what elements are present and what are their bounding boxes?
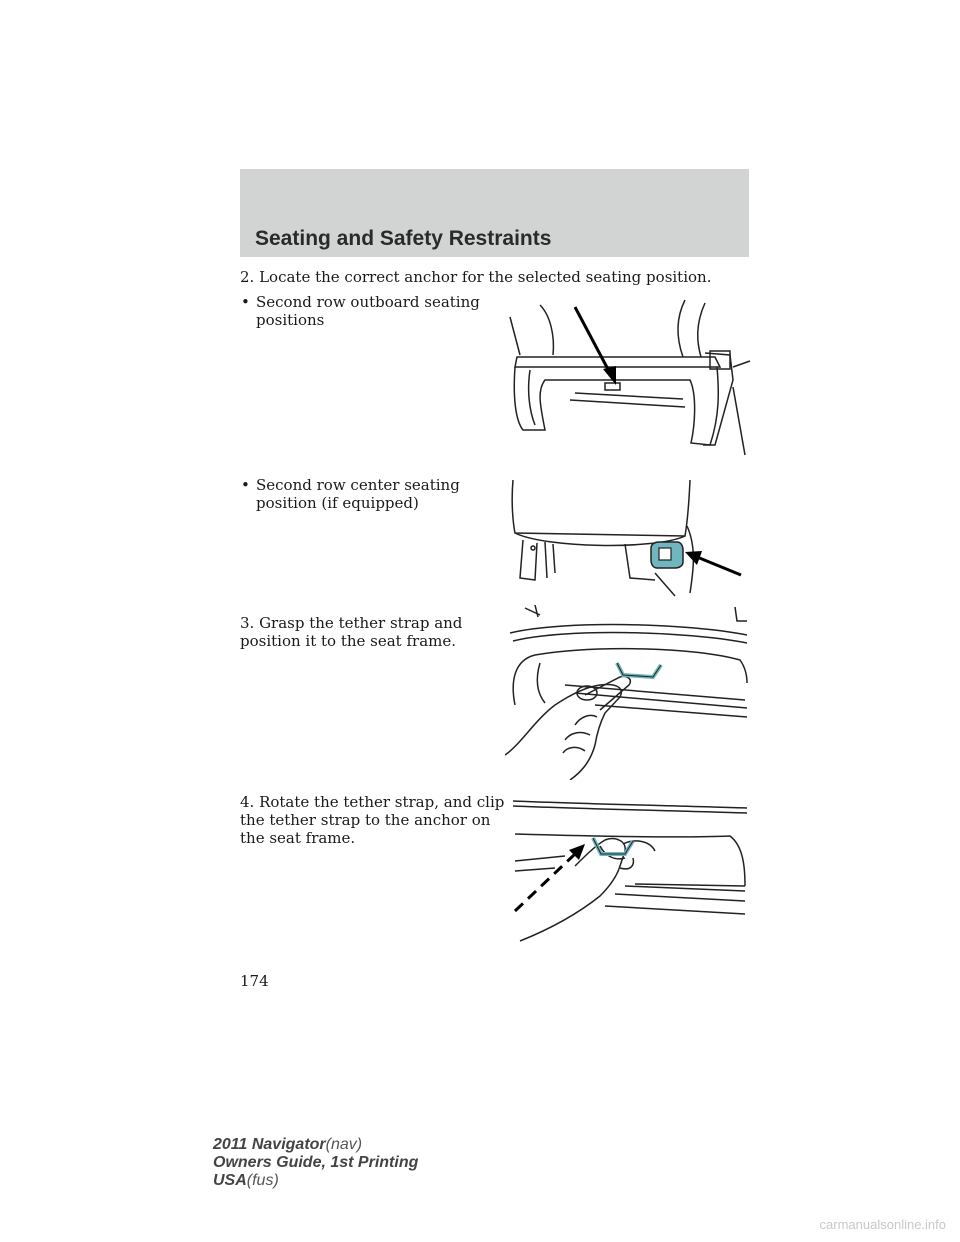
center-anchor-illustration: [505, 478, 745, 598]
grasp-tether-illustration: [505, 605, 750, 780]
bullet-1-line-2: positions: [256, 311, 325, 329]
step-2-text: 2. Locate the correct anchor for the selected seating position.: [240, 268, 712, 286]
clip-tether-illustration: [505, 796, 750, 946]
footer-guide: Owners Guide, 1st Printing: [213, 1154, 419, 1171]
section-title: Seating and Safety Restraints: [255, 227, 552, 250]
step-3-line-2: position it to the seat frame.: [240, 632, 457, 650]
outboard-anchor-illustration: [505, 295, 755, 465]
bullet-1-glyph: •: [241, 293, 250, 311]
bullet-1-line-1: Second row outboard seating: [256, 293, 480, 311]
step-4-line-2: the tether strap to the anchor on: [240, 811, 491, 829]
footer-model: 2011 Navigator: [213, 1136, 326, 1153]
step-4-line-3: the seat frame.: [240, 829, 356, 847]
watermark: carmanualsonline.info: [819, 1217, 946, 1232]
step-4-line-1: 4. Rotate the tether strap, and clip: [240, 793, 505, 811]
footer-model-code: (nav): [325, 1136, 363, 1153]
step-3-line-1: 3. Grasp the tether strap and: [240, 614, 463, 632]
page-number: 174: [240, 972, 269, 990]
document-footer: [213, 1136, 418, 1190]
bullet-2-glyph: •: [241, 476, 250, 494]
bullet-2-line-2: position (if equipped): [256, 494, 419, 512]
section-header: [240, 169, 749, 257]
footer-region: USA: [213, 1172, 247, 1189]
footer-region-code: (fus): [246, 1172, 279, 1189]
bullet-2-line-1: Second row center seating: [256, 476, 460, 494]
